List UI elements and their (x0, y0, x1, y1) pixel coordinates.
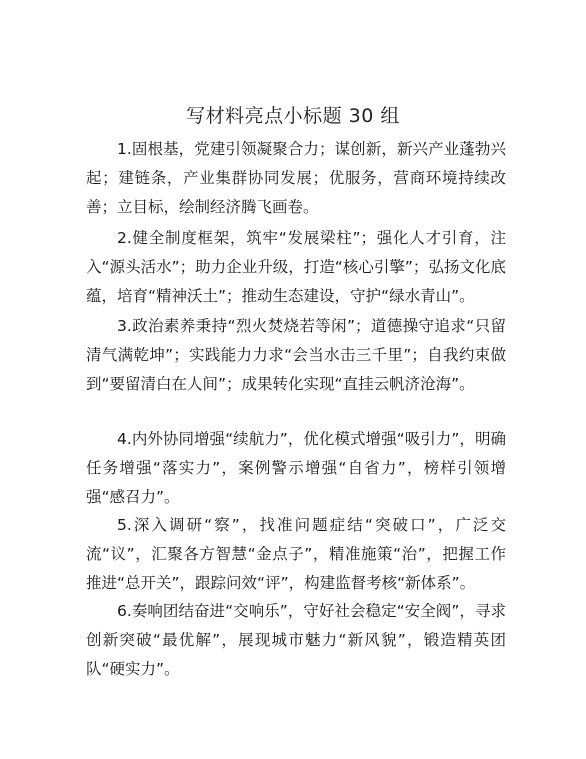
paragraph-3: 3.政治素养秉持“烈火焚烧若等闲”；道德操守追求“只留清气满乾坤”；实践能力力求“会当水击三千里”；自我约束做到“要留清白在人间”；成果转化实现“直挂云帆济沧海”。 (86, 317, 506, 393)
paragraph-1: 1.固根基，党建引领凝聚合力；谋创新，新兴产业蓬勃兴起；建链条，产业集群协同发展；优服务，营商环境持续改善；立目标，绘制经济腾飞画卷。 (86, 140, 506, 216)
document-title: 写材料亮点小标题 30 组 (186, 105, 400, 127)
paragraph-5: 5.深入调研“察”，找准问题症结“突破口”，广泛交流“议”，汇聚各方智慧“金点子”，精准施策“治”，把握工作推进“总开关”，跟踪问效“评”，构建监督考核“新体系”。 (86, 516, 506, 592)
paragraph-6: 6.奏响团结奋进“交响乐”，守好社会稳定“安全阀”，寻求创新突破“最优解”，展现城市魅力“新风貌”，锻造精英团队“硬实力”。 (86, 602, 506, 678)
paragraph-4: 4.内外协同增强“续航力”，优化模式增强“吸引力”，明确任务增强“落实力”，案例警示增强“自省力”，榜样引领增强“感召力”。 (86, 430, 506, 506)
paragraph-2: 2.健全制度框架，筑牢“发展梁柱”；强化人才引育，注入“源头活水”；助力企业升级，打造“核心引擎”；弘扬文化底蕴，培育“精神沃土”；推动生态建设，守护“绿水青山”。 (86, 229, 506, 305)
